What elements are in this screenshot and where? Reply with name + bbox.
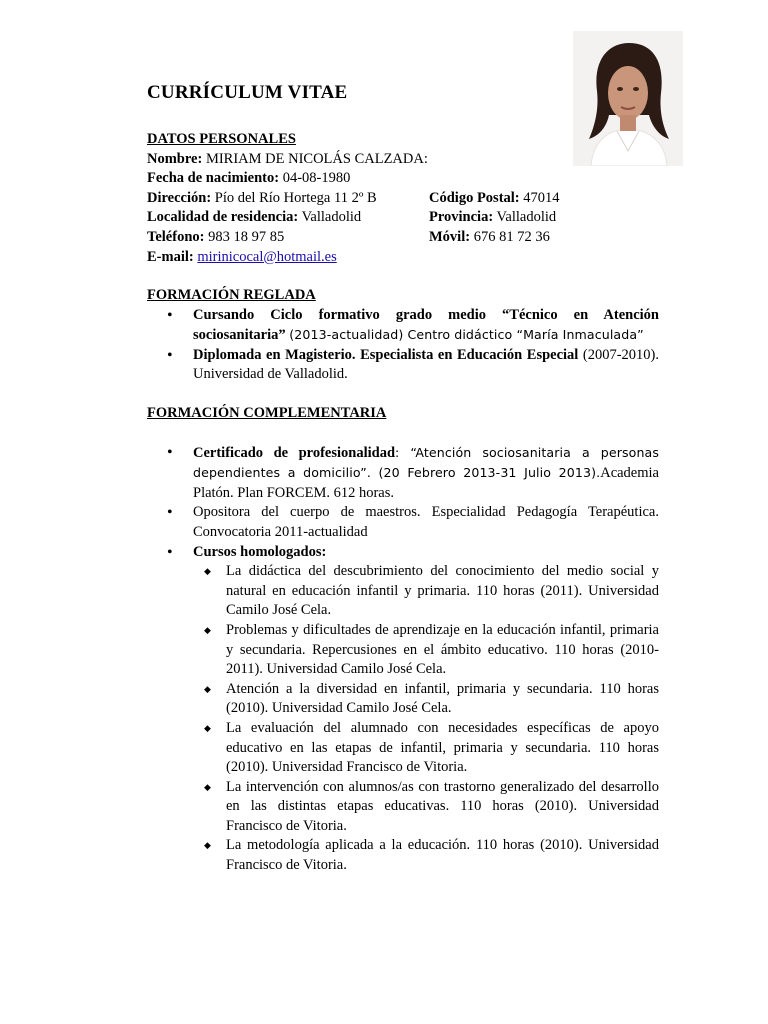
province-value: Valladolid (496, 209, 557, 226)
address-value: Pío del Río Hortega 11 2º B (214, 189, 377, 206)
list-item (147, 346, 659, 385)
email-link[interactable]: mirinicocal@hotmail.es (197, 248, 337, 265)
course-item: ◆ Atención a la diversidad en infantil, primaria y secundaria. 110 horas (2010). Universidad Camilo José Cela. (193, 680, 659, 719)
town-label: Localidad de residencia: (147, 209, 299, 226)
personal-data-heading: DATOS PERSONALES (147, 131, 296, 147)
birth-label: Fecha de nacimiento: (147, 170, 280, 187)
formal-item-detail: (2013-actualidad) Centro didáctico “María Inmaculada” (289, 327, 644, 343)
opposition-text: Opositora del cuerpo de maestros. Especialidad Pedagogía Terapéutica. Convocatoria 2011-actualidad (193, 504, 659, 540)
address-label: Dirección: (147, 189, 212, 206)
province-label: Provincia: (429, 209, 494, 226)
address-line (147, 189, 659, 209)
course-item: ◆ La metodología aplicada a la educación. 110 horas (2010). Universidad Francisco de Vitoria. (193, 836, 659, 875)
formal-education-section (147, 286, 659, 385)
mobile-value: 676 81 72 36 (473, 228, 550, 245)
course-item: ◆ La intervención con alumnos/as con trastorno generalizado del desarrollo en las distintas etapas educativas. 110 horas (2010). Universidad Francisco de Vitoria. (193, 778, 659, 837)
formal-education-heading: FORMACIÓN REGLADA (147, 287, 316, 303)
personal-data-section (147, 130, 659, 267)
course-item: ◆ Problemas y dificultades de aprendizaje en la educación infantil, primaria y secundaria. Repercusiones en el ámbito educativo. 110 horas (2010-2011). Universidad Camilo José Cela. (193, 621, 659, 680)
postal-value: 47014 (523, 189, 560, 206)
formal-item-detail: (2007-2010). Universidad de Valladolid. (193, 346, 660, 383)
course-item: ◆ La didáctica del descubrimiento del conocimiento del medio social y natural en educación infantil y primaria. 110 horas (2011). Universidad Camilo José Cela. (193, 562, 659, 621)
course-item: ◆ La evaluación del alumnado con necesidades específicas de apoyo educativo en las etapas de infantil, primaria y secundaria. 110 horas (2010). Universidad Francisco de Vitoria. (193, 719, 659, 778)
birth-value: 04-08-1980 (282, 170, 351, 187)
list-item (147, 503, 659, 542)
email-label: E-mail: (147, 248, 194, 265)
birth-line (147, 169, 659, 189)
name-value: MIRIAM DE NICOLÁS CALZADA: (205, 150, 428, 167)
email-line (147, 248, 659, 268)
certificate-quote: : “Atención sociosanitaria a personas dependientes a domicilio”. (20 Febrero 2013-31 Julio 2013). (193, 444, 659, 481)
certificate-detail: Academia Platón. Plan FORCEM. 612 horas. (193, 465, 659, 501)
name-label: Nombre: (147, 150, 203, 167)
certificate-title: Certificado de profesionalidad (193, 444, 396, 461)
list-item (147, 306, 659, 346)
town-line (147, 208, 659, 228)
formal-item-title: Cursando Ciclo formativo grado medio “Técnico en Atención sociosanitaria” (193, 306, 659, 344)
phone-label: Teléfono: (147, 228, 205, 245)
phone-line (147, 228, 659, 248)
courses-label: Cursos homologados: (193, 543, 327, 560)
formal-item-title: Diplomada en Magisterio. Especialista en Educación Especial (193, 346, 579, 363)
name-line (147, 150, 659, 170)
formal-education-list (147, 306, 659, 385)
phone-value: 983 18 97 85 (208, 228, 285, 245)
list-item (147, 543, 659, 876)
list-item (147, 443, 659, 504)
town-value: Valladolid (301, 209, 362, 226)
complementary-education-list (147, 443, 659, 876)
postal-label: Código Postal: (429, 189, 520, 206)
document-title: CURRÍCULUM VITAE (147, 82, 348, 103)
complementary-education-heading: FORMACIÓN COMPLEMENTARIA (147, 405, 387, 421)
mobile-label: Móvil: (429, 228, 471, 245)
courses-list (193, 562, 659, 876)
complementary-education-section (147, 404, 659, 876)
